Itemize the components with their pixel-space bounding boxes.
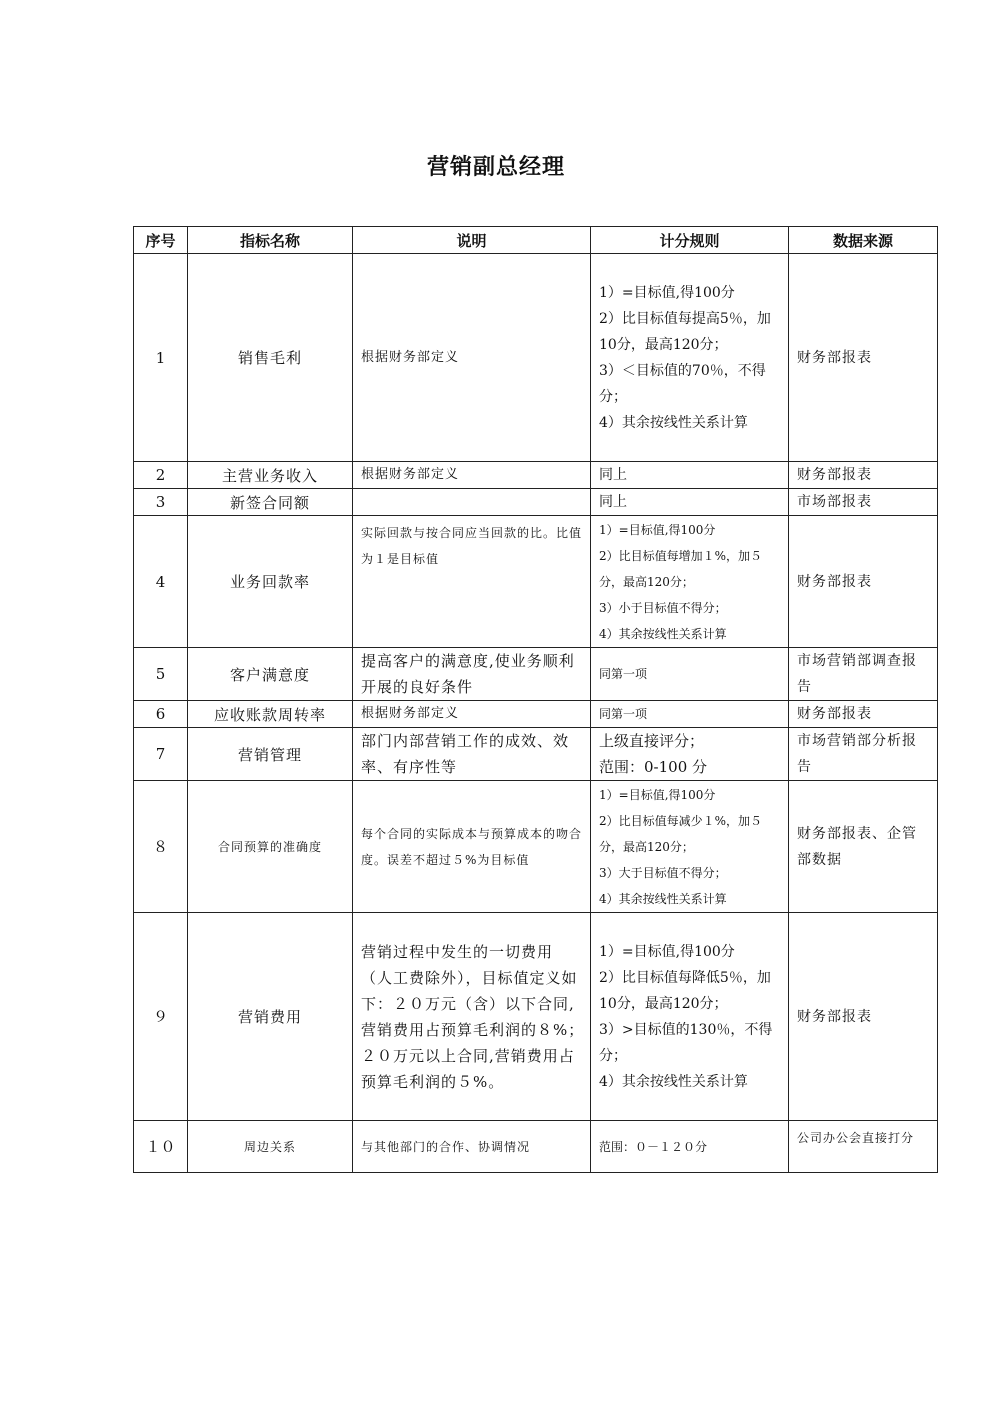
header-name: 指标名称 xyxy=(188,227,353,254)
row-no: 5 xyxy=(134,648,188,701)
rule-line: 范围：０－１２０分 xyxy=(599,1139,708,1154)
row-name: 合同预算的准确度 xyxy=(188,781,353,913)
rule-line: 3）小于目标值不得分； xyxy=(599,600,727,615)
row-no: 4 xyxy=(134,516,188,648)
rule-line: 3）大于目标值不得分； xyxy=(599,865,727,880)
row-rule xyxy=(591,648,789,701)
kpi-table xyxy=(133,226,938,1173)
table-header-row xyxy=(134,227,938,254)
table-row xyxy=(134,516,938,648)
row-desc: 根据财务部定义 xyxy=(353,462,591,489)
row-source: 市场部报表 xyxy=(789,489,938,516)
rule-line: 同第一项 xyxy=(599,667,648,681)
row-name: 应收账款周转率 xyxy=(188,701,353,728)
rule-line: 1）=目标值,得100分 xyxy=(599,943,735,960)
row-desc: 每个合同的实际成本与预算成本的吻合度。误差不超过５%为目标值 xyxy=(353,781,591,913)
row-rule xyxy=(591,913,789,1121)
row-name: 销售毛利 xyxy=(188,254,353,462)
row-no: 2 xyxy=(134,462,188,489)
row-desc: 营销过程中发生的一切费用（人工费除外），目标值定义如下：２０万元（含）以下合同,营销费用占预算毛利润的８%； ２０万元以上合同,营销费用占预算毛利润的５%。 xyxy=(353,913,591,1121)
rule-line: 3）>目标值的130％，不得分； xyxy=(599,1021,773,1064)
row-source: 财务部报表、企管部数据 xyxy=(789,781,938,913)
row-source: 财务部报表 xyxy=(789,516,938,648)
row-no: 3 xyxy=(134,489,188,516)
row-name: 客户满意度 xyxy=(188,648,353,701)
row-rule xyxy=(591,462,789,489)
rule-line: 4）其余按线性关系计算 xyxy=(599,414,748,431)
row-desc: 根据财务部定义 xyxy=(353,701,591,728)
table-row xyxy=(134,701,938,728)
row-source: 财务部报表 xyxy=(789,254,938,462)
row-rule xyxy=(591,489,789,516)
rule-line: 同上 xyxy=(599,494,627,510)
row-no: 7 xyxy=(134,728,188,781)
rule-line: 2）比目标值每减少１%，加５分，最高120分； xyxy=(599,813,763,854)
rule-line: 2）比目标值每降低5％，加10分，最高120分； xyxy=(599,969,771,1012)
row-no: ８ xyxy=(134,781,188,913)
row-desc: 根据财务部定义 xyxy=(353,254,591,462)
rule-line: 4）其余按线性关系计算 xyxy=(599,626,727,641)
row-desc: 与其他部门的合作、协调情况 xyxy=(353,1121,591,1173)
row-desc: 提高客户的满意度,使业务顺利开展的良好条件 xyxy=(353,648,591,701)
rule-line: 1）=目标值,得100分 xyxy=(599,787,716,802)
row-name: 新签合同额 xyxy=(188,489,353,516)
rule-line: 1）=目标值,得100分 xyxy=(599,284,735,301)
row-rule xyxy=(591,701,789,728)
row-rule xyxy=(591,516,789,648)
table-row xyxy=(134,913,938,1121)
row-no: １０ xyxy=(134,1121,188,1173)
header-rule: 计分规则 xyxy=(591,227,789,254)
table-row xyxy=(134,728,938,781)
table-row xyxy=(134,648,938,701)
row-source: 财务部报表 xyxy=(789,701,938,728)
row-name: 业务回款率 xyxy=(188,516,353,648)
row-name: 营销管理 xyxy=(188,728,353,781)
table-row xyxy=(134,1121,938,1173)
row-no: 6 xyxy=(134,701,188,728)
header-no: 序号 xyxy=(134,227,188,254)
row-name: 营销费用 xyxy=(188,913,353,1121)
row-no: ９ xyxy=(134,913,188,1121)
row-name: 周边关系 xyxy=(188,1121,353,1173)
row-no: 1 xyxy=(134,254,188,462)
table-row xyxy=(134,254,938,462)
row-rule xyxy=(591,1121,789,1173)
page-title: 营销副总经理 xyxy=(426,155,565,180)
row-source: 公司办公会直接打分 xyxy=(789,1121,938,1173)
rule-line: 上级直接评分； xyxy=(599,732,705,750)
rule-line: 3）＜目标值的70％，不得分； xyxy=(599,362,766,405)
row-desc: 部门内部营销工作的成效、效率、有序性等 xyxy=(353,728,591,781)
rule-line: 4）其余按线性关系计算 xyxy=(599,1073,748,1090)
rule-line: 2）比目标值每增加１%，加５分，最高120分； xyxy=(599,548,763,589)
rule-line: 1）=目标值,得100分 xyxy=(599,522,716,537)
row-name: 主营业务收入 xyxy=(188,462,353,489)
row-rule xyxy=(591,781,789,913)
row-source: 财务部报表 xyxy=(789,913,938,1121)
table-row xyxy=(134,462,938,489)
rule-line: 同上 xyxy=(599,467,627,483)
row-desc: 实际回款与按合同应当回款的比。比值为１是目标值 xyxy=(353,516,591,648)
row-rule xyxy=(591,728,789,781)
rule-line: 同第一项 xyxy=(599,707,648,721)
row-source: 财务部报表 xyxy=(789,462,938,489)
row-source: 市场营销部调查报告 xyxy=(789,648,938,701)
header-desc: 说明 xyxy=(353,227,591,254)
table-row xyxy=(134,489,938,516)
rule-line: 4）其余按线性关系计算 xyxy=(599,891,727,906)
header-source: 数据来源 xyxy=(789,227,938,254)
rule-line: 2）比目标值每提高5％，加10分，最高120分； xyxy=(599,310,771,353)
row-rule xyxy=(591,254,789,462)
row-source: 市场营销部分析报告 xyxy=(789,728,938,781)
table-row xyxy=(134,781,938,913)
rule-line: 范围：0-100 分 xyxy=(599,758,708,776)
row-desc xyxy=(353,489,591,516)
